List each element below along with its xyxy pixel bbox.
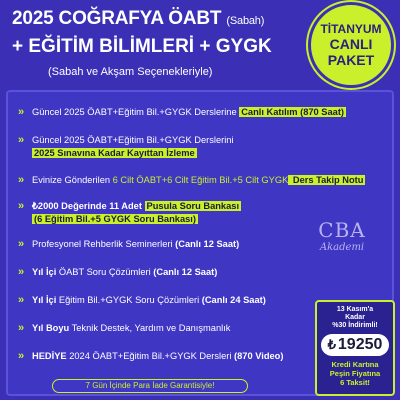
feature-item: » ₺2000 Değerinde 11 Adet Pusula Soru Bankası (6 Eğitim Bil.+5 GYGK Soru Bankası) (18, 200, 240, 224)
badge-line-3: PAKET (327, 52, 375, 68)
guarantee-note: 7 Gün İçinde Para İade Garantisiyle! (52, 379, 248, 393)
chevron-right-icon: » (18, 350, 25, 362)
title-session-note: (Sabah) (226, 15, 265, 27)
badge-line-2: CANLI (329, 36, 373, 52)
logo-sub: Akademi (319, 242, 365, 253)
feature-item: » Profesyonel Rehberlik Seminerleri (Canlı 12 Saat) (18, 238, 240, 250)
title-line-2: + EĞİTİM BİLİMLERİ + GYGK (12, 36, 272, 57)
brand-logo (310, 218, 374, 253)
chevron-right-icon: » (18, 322, 25, 334)
feature-item: » Evinize Gönderilen 6 Cilt ÖABT+6 Cilt Eğitim Bil.+5 Cilt GYGK Ders Takip Notu (18, 174, 364, 186)
promo-text: 13 Kasım'a Kadar %30 İndirimli! (332, 306, 378, 329)
chevron-right-icon: » (18, 266, 25, 278)
feature-item: » HEDİYE 2024 ÖABT+Eğitim Bil.+GYGK Dersleri (870 Video) (18, 350, 284, 362)
currency-symbol: ₺ (327, 337, 336, 352)
badge-line-1: TİTANYUM (320, 22, 382, 36)
chevron-right-icon: » (18, 134, 25, 146)
feature-item: » Güncel 2025 ÖABT+Eğitim Bil.+GYGK Derslerine Canlı Katılım (870 Saat) (18, 106, 345, 118)
feature-item: » Yıl İçi ÖABT Soru Çözümleri (Canlı 12 Saat) (18, 266, 218, 278)
installment-note: Kredi Kartına Peşin Fiyatına 6 Taksit! (329, 360, 381, 387)
feature-item: » Yıl Boyu Teknik Destek, Yardım ve Danışmanlık (18, 322, 231, 334)
subtitle: (Sabah ve Akşam Seçenekleriyle) (48, 66, 213, 78)
chevron-right-icon: » (18, 106, 25, 118)
price-box (315, 300, 395, 396)
title-line-1: 2025 COĞRAFYA ÖABT (Sabah) (12, 8, 265, 29)
chevron-right-icon: » (18, 294, 25, 306)
feature-item: » Güncel 2025 ÖABT+Eğitim Bil.+GYGK Derslerini 2025 Sınavına Kadar Kayıttan İzleme (18, 134, 234, 158)
logo-name: CBA (318, 218, 366, 242)
chevron-right-icon: » (18, 174, 25, 186)
feature-item: » Yıl İçi Eğitim Bil.+GYGK Soru Çözümleri (Canlı 24 Saat) (18, 294, 266, 306)
price-amount: ₺ 19250 (321, 334, 389, 356)
package-badge (308, 2, 394, 88)
chevron-right-icon: » (18, 200, 25, 212)
chevron-right-icon: » (18, 238, 25, 250)
